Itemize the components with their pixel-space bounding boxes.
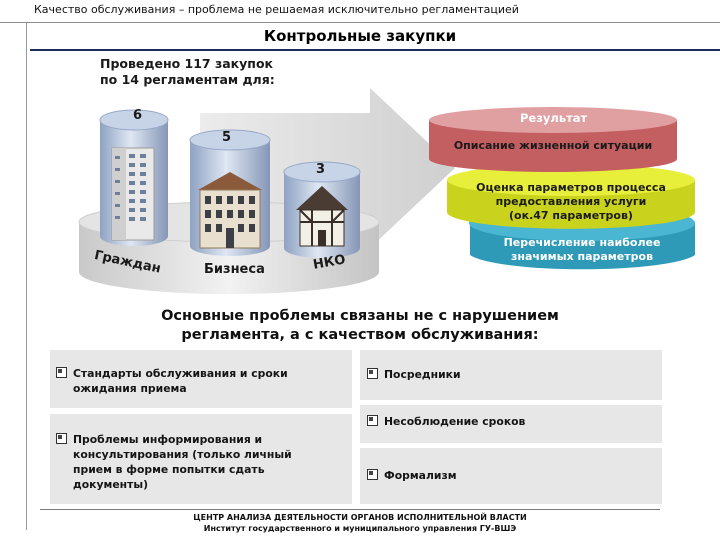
checkbox-bullet-icon	[56, 433, 67, 444]
problem-item: Несоблюдение сроков	[367, 414, 525, 429]
checkbox-bullet-icon	[367, 368, 378, 379]
cylinder-count-citizens: 6	[133, 108, 143, 123]
result-title: Результат	[520, 111, 588, 125]
cylinder-count-nko: 3	[316, 162, 326, 177]
heading-rule	[30, 49, 720, 51]
footer-line-2: Институт государственного и муниципального управления ГУ-ВШЭ	[203, 524, 517, 533]
problem-item: Стандарты обслуживания и сроки ожидания приема	[56, 366, 288, 396]
result-item-3: Перечисление наиболее значимых параметров	[503, 236, 661, 263]
problem-item: Проблемы информирования и консультирования (только личный прием в форме попытки сдать документы)	[56, 432, 292, 492]
intro-line: Проведено 117 закупок	[100, 56, 274, 71]
apartment-building-icon	[112, 148, 154, 240]
cylinder-citizens	[98, 108, 170, 248]
slide-header-title: Качество обслуживания – проблема не решаемая исключительно регламентацией	[34, 3, 519, 16]
label-citizens: Граждан	[92, 248, 163, 277]
label-business: Бизнеса	[204, 262, 265, 277]
result-item-1: Описание жизненной ситуации	[453, 139, 653, 152]
slide-heading: Контрольные закупки	[263, 27, 457, 45]
intro-text	[100, 56, 275, 88]
intro-line: по 14 регламентам для:	[100, 72, 275, 87]
checkbox-bullet-icon	[367, 415, 378, 426]
footer-line-1: ЦЕНТР АНАЛИЗА ДЕЯТЕЛЬНОСТИ ОРГАНОВ ИСПОЛНИТЕЛЬНОЙ ВЛАСТИ	[193, 513, 527, 522]
checkbox-bullet-icon	[56, 367, 67, 378]
problems-heading: Основные проблемы связаны не с нарушением регламента, а с качеством обслуживания:	[161, 308, 559, 343]
footer-rule	[40, 509, 660, 510]
checkbox-bullet-icon	[367, 469, 378, 480]
problem-item: Посредники	[367, 367, 461, 382]
label-nko: НКО	[312, 252, 347, 273]
cylinder-business	[188, 128, 272, 258]
left-frame-line	[26, 22, 27, 530]
cylinder-count-business: 5	[222, 130, 232, 145]
problem-item: Формализм	[367, 468, 457, 483]
result-item-2: Оценка параметров процесса предоставления услуги (ок.47 параметров)	[476, 181, 666, 222]
